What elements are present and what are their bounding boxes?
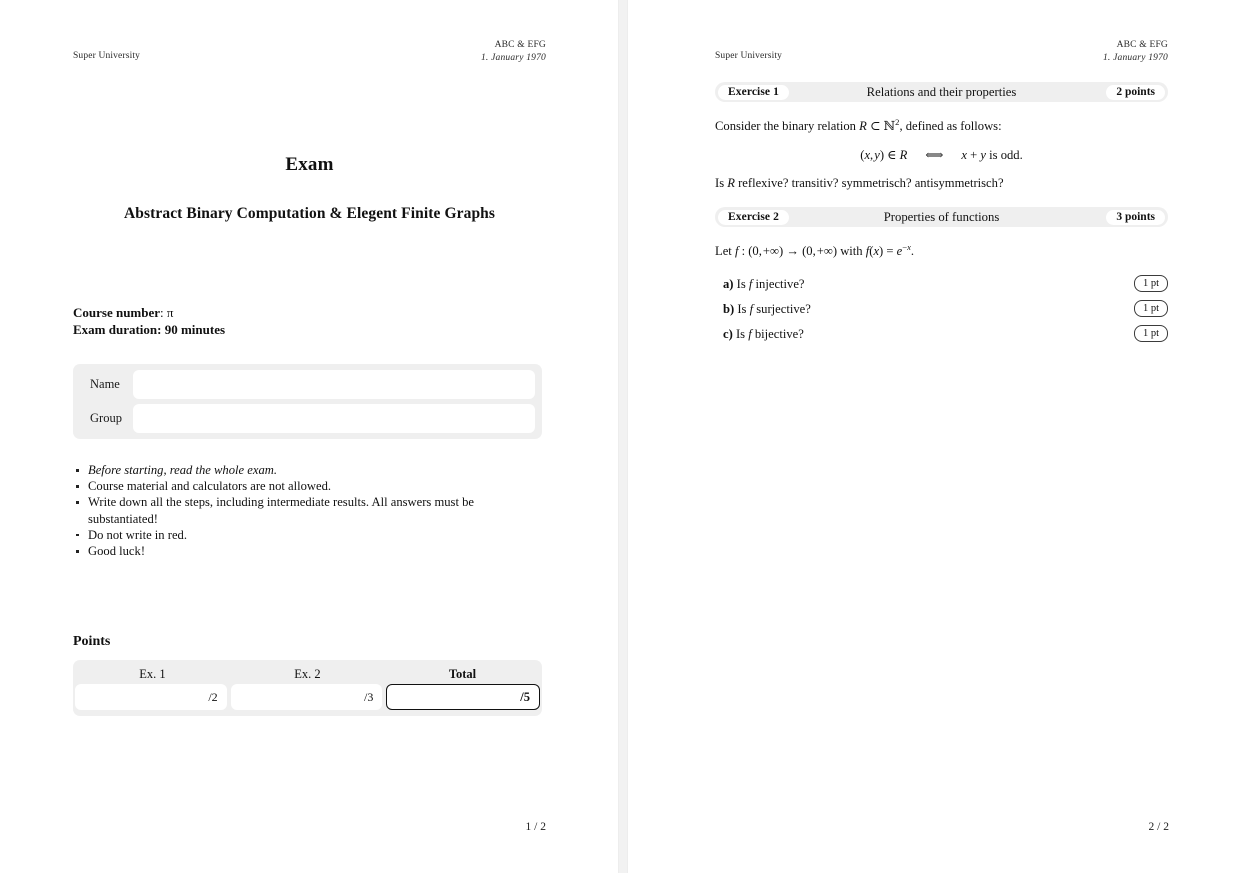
- group-row: [80, 404, 535, 433]
- name-label: Name: [90, 377, 120, 391]
- subitem-a-points: 1 pt: [1134, 275, 1168, 293]
- running-header-page-2: [715, 36, 1168, 66]
- list-item: a) Is f injective? 1 pt: [715, 277, 1168, 302]
- exercise-2-header: [715, 207, 1168, 227]
- points-column-total: Total: [448, 666, 477, 681]
- exercise-2-intro: Let f : (0, +∞) → (0, +∞) with $f(x) = e^{-x}$.: [715, 242, 915, 259]
- list-item: Course material and calculators are not allowed.: [73, 478, 535, 494]
- page-separator: [618, 0, 628, 873]
- table-row: [73, 684, 542, 710]
- list-item: Good luck!: [73, 543, 535, 559]
- exercise-1-question: Is R reflexive? transitiv? symmetrisch? antisymmetrisch?: [715, 175, 1004, 190]
- page-number-2: 2 / 2: [1148, 821, 1169, 833]
- page-subtitle: Abstract Binary Computation & Elegent Finite Graphs: [123, 205, 496, 222]
- group-label: Group: [90, 411, 122, 425]
- subitem-c-points: 1 pt: [1134, 325, 1168, 343]
- page-2: [628, 0, 1245, 873]
- page-1: [0, 0, 618, 873]
- exercise-2-points: 3 points: [1106, 210, 1165, 225]
- course-number-label: Course number: [73, 305, 161, 320]
- page-title: Exam: [285, 154, 334, 175]
- points-column-ex1: Ex. 1: [139, 666, 166, 681]
- exam-meta: [73, 305, 546, 338]
- exercise-1-header: [715, 82, 1168, 102]
- header-organization: Super University: [715, 51, 783, 61]
- exercise-2-title: Properties of functions: [883, 209, 1000, 224]
- exercise-1-label: Exercise 1: [718, 85, 789, 100]
- points-heading: Points: [73, 634, 111, 650]
- identity-form: [73, 364, 542, 439]
- exercise-1-intro: Consider the binary relation R ⊂ ℕ$^2$, defined as follows:: [715, 117, 1002, 134]
- points-value-ex2[interactable]: /3: [231, 684, 383, 710]
- subitem-b-label: b): [723, 301, 735, 316]
- name-input[interactable]: [133, 370, 535, 399]
- points-table: [73, 660, 542, 716]
- name-row: [80, 370, 535, 399]
- running-header-page-1: [73, 36, 546, 66]
- list-item: b) Is f surjective? 1 pt: [715, 302, 1168, 327]
- course-number-value: : π: [160, 305, 174, 320]
- header-course-code: ABC & EFG: [494, 40, 546, 50]
- instructions-list: [73, 462, 535, 559]
- subitem-a-label: a): [723, 276, 734, 291]
- header-date: 1. January 1970: [480, 53, 546, 63]
- exercise-2-subitems: [715, 277, 1168, 352]
- points-column-ex2: Ex. 2: [294, 666, 321, 681]
- points-value-ex1[interactable]: /2: [75, 684, 227, 710]
- title-block: [73, 154, 546, 223]
- points-value-total[interactable]: /5: [386, 684, 540, 710]
- header-date: 1. January 1970: [1102, 53, 1168, 63]
- list-item: Write down all the steps, including intermediate results. All answers must be substantiated!: [73, 494, 535, 526]
- exercise-1-points: 2 points: [1106, 85, 1165, 100]
- course-number-line: [73, 305, 546, 322]
- exercise-2-label: Exercise 2: [718, 210, 789, 225]
- exam-duration: Exam duration: 90 minutes: [73, 321, 226, 337]
- page-number-1: 1 / 2: [525, 821, 546, 833]
- subitem-c-label: c): [723, 326, 733, 341]
- header-organization: Super University: [73, 51, 141, 61]
- subitem-b-points: 1 pt: [1134, 300, 1168, 318]
- list-item: Do not write in red.: [73, 527, 535, 543]
- exercise-1-title: Relations and their properties: [866, 84, 1017, 99]
- header-course-code: ABC & EFG: [1116, 40, 1168, 50]
- list-item: Before starting, read the whole exam.: [73, 462, 535, 478]
- list-item: c) Is f bijective? 1 pt: [715, 327, 1168, 352]
- group-input[interactable]: [133, 404, 535, 433]
- exercise-1-display-equation: (x, y) ∈ R ⟺ x + y is odd.: [860, 147, 1023, 162]
- points-table-header: [73, 660, 542, 684]
